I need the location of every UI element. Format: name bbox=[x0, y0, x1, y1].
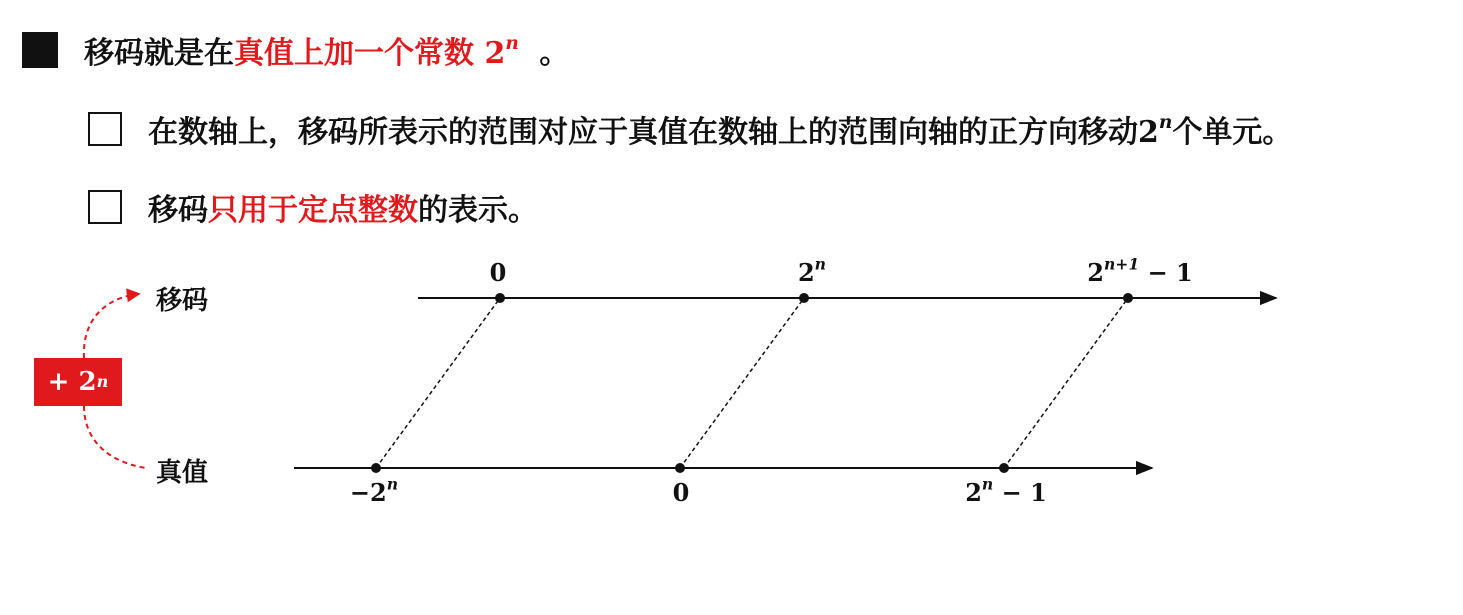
bullet-2-highlight: 只用于定点整数 bbox=[208, 193, 418, 228]
bottom-point bbox=[999, 463, 1009, 473]
shift-arrow-up bbox=[84, 294, 138, 358]
connector-line bbox=[376, 298, 500, 468]
bottom-point bbox=[371, 463, 381, 473]
top-point bbox=[799, 293, 809, 303]
top-axis-label: 移码 bbox=[156, 286, 209, 316]
heading-math: 2$^n$ bbox=[484, 33, 519, 71]
top-point bbox=[495, 293, 505, 303]
bottom-tick-label: 0 bbox=[672, 478, 690, 507]
connector-line bbox=[1004, 298, 1128, 468]
bottom-tick-label: $2^n - 1$ bbox=[965, 474, 1047, 507]
top-tick-label: $2^{n+1} - 1$ bbox=[1087, 254, 1193, 287]
heading-highlight: 真值上加一个常数 bbox=[234, 36, 474, 71]
top-tick-label: 0 bbox=[489, 258, 507, 287]
bottom-tick-label: $-2^n$ bbox=[349, 474, 399, 507]
bottom-point bbox=[675, 463, 685, 473]
bullet-2-text: 移码只用于定点整数的表示。 bbox=[148, 193, 538, 228]
shift-constant-badge: + 2 n bbox=[34, 358, 122, 406]
bullet-1-math: 2$^n$ bbox=[1138, 112, 1173, 150]
top-point bbox=[1123, 293, 1133, 303]
bottom-axis-label: 真值 bbox=[156, 458, 209, 488]
heading-suffix: 。 bbox=[539, 36, 570, 71]
heading-prefix: 移码就是在 bbox=[84, 36, 234, 71]
connector-line bbox=[680, 298, 804, 468]
top-tick-label: 2$^n$ bbox=[797, 254, 827, 287]
bullet-1-text: 在数轴上，移码所表示的范围对应于真值在数轴上的范围向轴的正方向移动2$^n$个单元。 bbox=[148, 112, 1293, 150]
shift-arrow-tail bbox=[84, 406, 146, 468]
